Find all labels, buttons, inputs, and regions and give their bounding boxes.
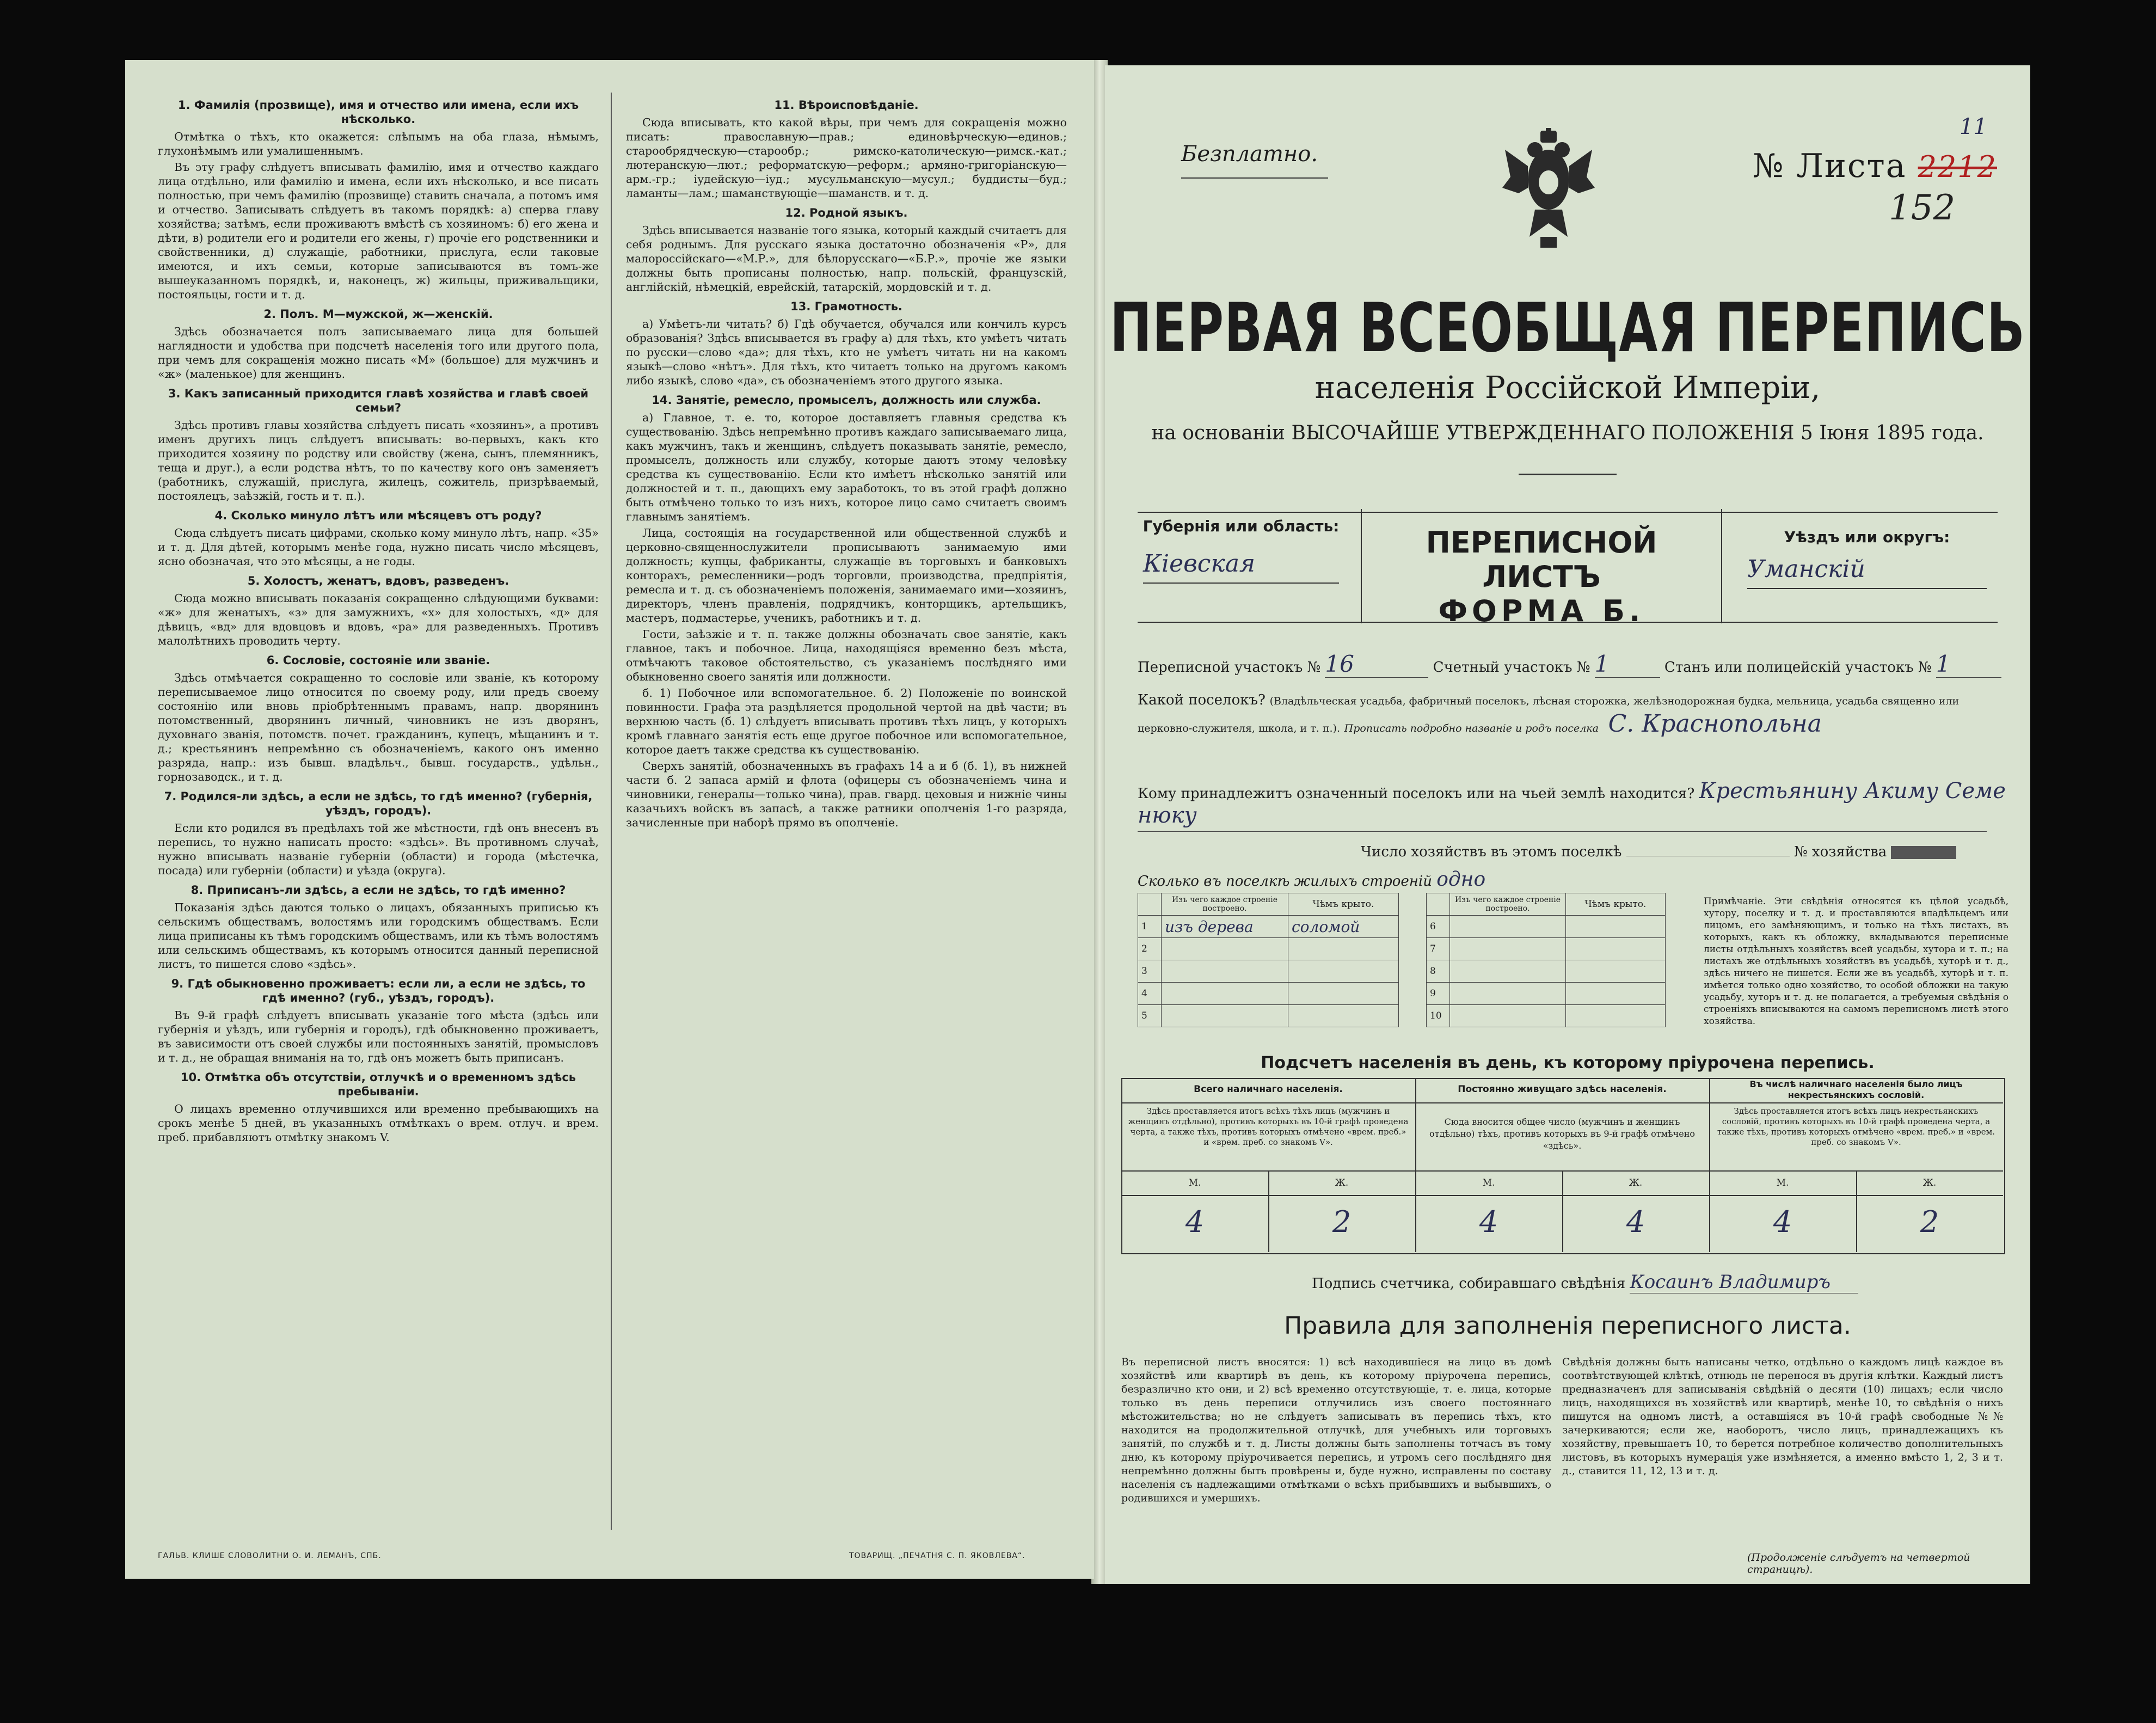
section-heading: 11. Вѣроисповѣданіе. [774,99,919,112]
enumerator-signature-line [1312,1271,1998,1293]
households-label: Число хозяйствъ въ этомъ поселкѣ [1361,844,1622,860]
section-text: Сверхъ занятій, обозначенныхъ въ графахъ 14 а и б (б. 1), въ нижней части б. 2 запаса армій и флота (офицеры съ обозначеніемъ чина и чиновники, генералы—только чина), прав. гвард. цеховыя и нижніе чины казачьихъ войскъ въ запасѣ, а также ратники ополченія 1-го разряда, зачисленные при наборѣ прямо въ ополченіе. [626,759,1067,829]
count-value: 2 [1920,1205,1939,1239]
table-row: 8 [1427,960,1666,983]
form-subtitle: ФОРМА Б. [1438,594,1645,628]
section-text: Здѣсь вписывается названіе того языка, который каждый считаетъ для себя роднымъ. Для русскаго языка достаточно обозначенія «Р», для малороссійскаго—«М.Р.», для бѣлорусскаго—«Б.Р.», прочіе же языки должны быть прописаны полностью, напр. польскій, французскій, англійскій, нѣмецкій, еврейскій, татарскій, мордовскій и т. д. [626,224,1067,293]
buildings-value: одно [1436,868,1486,891]
form-title: ПЕРЕПИСНОЙ ЛИСТЪ [1426,525,1657,594]
count-col-m-3: М. [1776,1178,1789,1188]
count-value: 4 [1626,1205,1645,1239]
section-heading: 2. Полъ. М—мужской, ж—женскій. [263,308,493,321]
section-heading: 14. Занятіе, ремесло, промыселъ, должность или служба. [652,394,1041,407]
section-text: Сюда слѣдуетъ писать цифрами, сколько кому минуло лѣтъ, напр. «35» и т. д. Для дѣтей, которымъ менѣе года, нужно писать число мѣсяцевъ, ясно обозначая, что это мѣсяцы, а не годы. [158,526,599,568]
count-value: 4 [1773,1205,1792,1239]
right-page [1105,65,2030,1584]
uezd-label: Уѣздъ или округъ: [1784,528,1950,546]
count-value: 4 [1479,1205,1498,1239]
section-text: Отмѣтка о тѣхъ, кто окажется: слѣпымъ на оба глаза, нѣмымъ, глухонѣмымъ или умалишеннымъ. [158,130,599,157]
stan-value: 1 [1936,651,2001,678]
section-text: а) Умѣетъ-ли читать? б) Гдѣ обучается, обучался или кончилъ курсъ образованія? Здѣсь вписывается въ графу а) для тѣхъ, кто умѣетъ читать по русски—слово «да»; для тѣхъ, кто не умѣетъ читать ни на какомъ языкѣ—слово «нѣтъ». Для тѣхъ, кто читаетъ только на другомъ какомъ либо языкѣ, слово «да», съ обозначеніемъ этого другого языка. [626,317,1067,387]
table-row: 3 [1138,960,1399,983]
section-text: б. 1) Побочное или вспомогательное. б. 2) Положеніе по воинской повинности. Графа эта раздѣляется продольной чертой на двѣ части; въ верхнюю часть (б. 1) слѣдуетъ вписывать противъ тѣхъ лицъ, у которыхъ кромѣ главнаго занятія есть еще другое побочное или вспомогательное, которое даетъ также средства къ существованію. [626,686,1067,756]
count-desc-total: Здѣсь проставляется итогъ всѣхъ тѣхъ лицъ (мужчинъ и женщинъ отдѣльно), противъ которыхъ въ 10-й графѣ проведена черта, а также тѣхъ, противъ которыхъ отмѣчено «врем. преб.» и «врем. преб. со знакомъ V». [1128,1106,1409,1147]
count-value: 4 [1185,1205,1205,1239]
count-head-permanent: Постоянно живущаго здѣсь населенія. [1458,1084,1667,1095]
continued-note: (Продолженіе слѣдуетъ на четвертой страницѣ). [1747,1552,1970,1575]
buildings-note: Примѣчаніе. Эти свѣдѣнія относятся къ цѣлой усадьбѣ, хутору, поселку и т. д. и проставляются владѣльцемъ или лицомъ, его замѣняющимъ, и только на тѣхъ листахъ, въ которыхъ, какъ къ обложку, вкладываются переписные листы отдѣльныхъ хозяйствъ всей усадьбы, хутора и т. п.; на листахъ же отдѣльныхъ хозяйствъ въ усадьбѣ, хуторѣ и т. д., здѣсь ничего не пишется. Если же въ усадьбѣ, хуторѣ и т. п. имѣется только одно хозяйство, то особой обложки на такую усадьбу, хуторъ и т. д. не полагается, а требуемыя свѣдѣнія о строеніяхъ вписываются на самомъ переписномъ листѣ этого хозяйства. [1704,896,2008,1027]
household-no-label: № хозяйства [1794,844,1887,860]
sign-label: Подпись счетчика, собиравшаго свѣдѣнія [1312,1276,1626,1292]
section-heading: 10. Отмѣтка объ отсутствіи, отлучкѣ и о временномъ здѣсь пребываніи. [180,1071,576,1098]
count-desc-permanent: Сюда вносится общее число (мужчинъ и женщинъ отдѣльно) тѣхъ, противъ которыхъ въ 9-й графѣ отмѣчено «здѣсь». [1429,1117,1696,1151]
uezd-value: Уманскій [1747,555,1987,589]
count-desc-nonpeasant: Здѣсь проставляется итогъ всѣхъ лицъ некрестьянскихъ сословій, противъ которыхъ въ 10-й графѣ проведена черта, а также тѣхъ, противъ которыхъ отмѣчено «врем. преб.» и «врем. преб. со знакомъ V». [1717,1106,1995,1147]
census-title: ПЕРВАЯ ВСЕОБЩАЯ ПЕРЕПИСЬ [1109,289,2026,367]
count-col-m-2: М. [1482,1178,1495,1188]
free-label: Безплатно. [1181,142,1328,179]
form-title-box [1361,509,1722,628]
census-basis: на основаніи ВЫСОЧАЙШЕ УТВЕРЖДЕННАГО ПОЛОЖЕНІЯ 5 Іюня 1895 года. [1151,422,1984,444]
count-col-zh-1: Ж. [1335,1178,1349,1188]
table-row: 5 [1138,1005,1399,1027]
section-heading: 8. Приписанъ-ли здѣсь, а если не здѣсь, то гдѣ именно? [191,884,566,897]
census-subtitle: населенія Россійской Имперіи, [1315,370,1821,406]
uchastok-line [1138,651,2008,678]
count-value: 2 [1332,1205,1352,1239]
section-heading: 5. Холостъ, женатъ, вдовъ, разведенъ. [247,574,509,587]
enumerator-signature: Косаинъ Владимиръ [1630,1271,1858,1293]
gubernia-label: Губернія или область: [1143,517,1340,535]
rules-text-right: Свѣдѣнія должны быть написаны четко, отдѣльно о каждомъ лицѣ каждое въ соотвѣтствующей клѣткѣ, отнюдь не перенося въ другія клѣтки. Каждый листъ предназначенъ для записыванія свѣдѣній о десяти (10) лицахъ; если число лицъ, находящихся въ хозяйствѣ или квартирѣ, менѣе 10, то свѣдѣнія о нихъ пишутся на одномъ листѣ, а оставшіяся въ 10-й графѣ свободные №№ зачеркиваются; если же, наоборотъ, число лицъ, принадлежащихъ къ хозяйству, превышаетъ 10, то берется потребное количество дополнительныхъ листовъ, въ которыхъ нумерація уже измѣняется, а именно вмѣсто 1, 2, 3 и т. д., ставится 11, 12, 13 и т. д. [1562,1356,2003,1477]
section-text: Въ эту графу слѣдуетъ вписывать фамилію, имя и отчество каждаго лица отдѣльно, или фамилію и имена, если ихъ нѣсколько, и все писать полностью, при чемъ фамилію (прозвище) ставить сначала, а потомъ имя и отчество. Записывать слѣдуетъ въ такомъ порядкѣ: а) сперва главу хозяйства; затѣмъ, если проживаютъ вмѣстѣ съ хозяиномъ: б) его жена и дѣти, в) родители его и родители его жены, г) прочіе его родственники и свойственники, д) служащіе, работники, прислуга, если таковые имеются, и ихъ семьи, которые записываются въ томъ-же вышеуказанномъ порядкѣ, и, наконецъ, ж) жильцы, приживальщики, постояльцы, гости и т. д. [158,161,599,301]
table-row: 4 [1138,983,1399,1005]
section-heading: 6. Сословіе, состояніе или званіе. [266,654,490,667]
poselok-hint-2: Прописать подробно названіе и родъ поселка [1344,722,1599,734]
count-head-nonpeasant: Въ числѣ наличнаго населенія было лицъ некрестьянскихъ сословій. [1749,1079,1963,1100]
section-text: Здѣсь обозначается полъ записываемаго лица для большей наглядности и удобства при подсчетѣ населенія того или другого пола, при чемъ для сокращенія можно писать «М» (большое) для мужчинъ и «ж» (маленькое) для женщинъ. [158,325,599,381]
count-col-zh-2: Ж. [1629,1178,1643,1188]
section-text: Въ 9-й графѣ слѣдуетъ вписывать указаніе того мѣста (здѣсь или губернія и уѣздъ, или губернія и городъ), гдѣ обыкновенно проживаетъ, въ зависимости отъ своей службы или постоянныхъ занятій, промысловъ и т. д., не обращая вниманія на то, гдѣ онъ можетъ быть приписанъ. [158,1009,599,1064]
uchastok-label: Переписной участокъ № [1138,659,1321,676]
printer-credit-right: ТОВАРИЩ. „ПЕЧАТНЯ С. П. ЯКОВЛЕВА“. [849,1552,1025,1560]
table-row: 9 [1427,983,1666,1005]
owner-value-2: нюку [1138,803,1987,832]
stan-label: Станъ или полицейскій участокъ № [1664,659,1932,676]
left-page [125,60,1094,1579]
poselok-hint: (Владѣльческая усадьба, фабричный поселокъ, лѣсная сторожка, желѣзнодорожная будка, мельница, усадьба священно или церковно-служителя, школа, и т. п.). [1138,695,1960,734]
column-divider [611,93,612,1530]
section-heading: 13. Грамотность. [790,300,902,313]
section-text: Лица, состоящія на государственной или общественной службѣ и церковно-священнослужители прописываютъ занимаемую ими должность; купцы, фабриканты, служащіе въ торговыхъ и банковыхъ конторахъ, ремесленники—родъ торговли, производства, предпріятія, ремесла и т. д. съ обозначеніемъ положенія, занимаемаго ими—хозяинъ, директоръ, членъ правленія, подрядчикъ, конторщикъ, артельщикъ, мастеръ, подмастерье, ученикъ, работникъ и т. д. [626,526,1067,624]
section-heading: 7. Родился-ли здѣсь, а если не здѣсь, то гдѣ именно? (губернія, уѣздъ, городъ). [164,790,593,817]
imperial-eagle-emblem [1502,128,1595,253]
count-col-zh-3: Ж. [1922,1178,1937,1188]
section-heading: 3. Какъ записанный приходится главѣ хозяйства и главѣ своей семьи? [168,387,589,414]
sheet-number-hand: 152 [1889,188,1956,228]
section-text: Гости, заѣзжіе и т. п. также должны обозначать свое занятіе, какъ главное, такъ и побочное. Лица, находящіяся временно безъ мѣста, отмѣчаютъ таковое обстоятельство, съ указаніемъ послѣдняго ими обыкновенно своего занятія или должности. [626,628,1067,683]
rules-title: Правила для заполненія переписного листа. [1284,1312,1851,1340]
count-head-total: Всего наличнаго населенія. [1194,1084,1343,1095]
buildings-label: Сколько въ поселкѣ жилыхъ строеній [1138,873,1432,890]
printer-credit-left: ГАЛЬВ. КЛИШЕ СЛОВОЛИТНИ О. И. ЛЕМАНЪ, СПБ. [158,1552,382,1560]
table-row: 7 [1427,938,1666,960]
count-title: Подсчетъ населенія въ день, къ которому пріурочена перепись. [1261,1053,1875,1072]
poselok-block [1138,689,2008,740]
uchastok-value: 16 [1325,651,1428,678]
buildings-line [1138,868,1791,891]
section-heading: 9. Гдѣ обыкновенно проживаетъ: если ли, а если не здѣсь, то гдѣ именно? (губ., уѣздъ, городъ). [171,977,586,1004]
title-rule [1519,474,1617,475]
owner-label: Кому принадлежитъ означенный поселокъ или на чьей землѣ находится? [1138,786,1695,802]
instructions-column-right [626,93,1067,832]
households-line [1361,844,2014,860]
instructions-column-left [158,93,599,1146]
section-text: а) Главное, т. е. то, которое доставляетъ главныя средства къ существованію. Здѣсь непремѣнно противъ каждаго записываемаго лица, какъ мужчинъ, такъ и женщинъ, слѣдуетъ показывать занятіе, ремесло, промыселъ, должность или службу, которые даютъ этому человѣку средства къ существованію. Если кто имѣетъ нѣсколько занятій или должностей и т. п., дающихъ ему заработокъ, то въ этой графѣ должно быть отмѣчено только то изъ нихъ, которое лицо само считаетъ своимъ главнымъ занятіемъ. [626,411,1067,523]
poselok-label: Какой поселокъ? [1138,692,1266,708]
section-text: Если кто родился въ предѣлахъ той же мѣстности, гдѣ онъ внесенъ въ перепись, то нужно написать просто: «здѣсь». Въ противномъ случаѣ, нужно вписывать названіе губерніи (области) и города (мѣстечка, посада) или губерніи (области) и уѣзда (округа). [158,821,599,877]
section-heading: 4. Сколько минуло лѣтъ или мѣсяцевъ отъ роду? [214,509,542,522]
sheet-number-struck: 2212 [1918,150,1997,184]
section-text: Здѣсь отмѣчается сокращенно то сословіе или званіе, къ которому переписываемое лицо относится по своему роду, или предъ своему состоянію или вновь пріобрѣтеннымъ правамъ, напр. дворянинъ потомственный, дворянинъ личный, чиновникъ не изъ дворянъ, духовнаго званія, потомств. почет. гражданинъ, купецъ, мѣщанинъ и т. д.; крестьянинъ непремѣнно съ обозначеніемъ, какого онъ именно разряда, напр.: изъ бывш. владѣльч., бывш. государств., удѣльн., горнозаводск., и т. д. [158,671,599,783]
table-row: 1 изъ дерева соломой [1138,916,1399,938]
poselok-value: С. Краснопольна [1608,710,1822,738]
buildings-table-left [1138,893,1399,1027]
bt-head-built: Изъ чего каждое строеніе построено. [1162,893,1288,916]
rules-text-left: Въ переписной листъ вносятся: 1) всѣ находившіеся на лицо въ домѣ хозяйствѣ или квартирѣ въ день, къ которому пріурочена перепись, безразлично кто они, и 2) всѣ временно отсутствующіе, т. е. лица, которые только въ день переписи отлучились изъ своего постояннаго мѣстожительства; но не слѣдуетъ записывать въ перепись тѣхъ, кто находится на продолжительной отлучкѣ, для учебныхъ или торговыхъ занятій, по службѣ и т. д. Листы должны быть заполнены тотчасъ въ тому дню, къ которому пріурочивается перепись, и утромъ сего послѣдняго дня непремѣнно должны быть провѣрены и, буде нужно, исправлены по составу населенія съ надлежащими отмѣтками о всѣхъ прибывшихъ и выбывшихъ, о родившихся и умершихъ. [1121,1356,1551,1504]
buildings-table-right: Изъ чего каждое строеніе построено. Чѣмъ крыто. 6 7 8 9 10 [1426,893,1666,1027]
section-heading: 1. Фамилія (прозвище), имя и отчество или имена, если ихъ нѣсколько. [177,99,579,126]
schetny-value: 1 [1595,651,1660,678]
section-text: О лицахъ временно отлучившихся или временно пребывающихъ на срокъ менѣе 5 дней, въ указанныхъ отмѣткахъ о врем. отлуч. и врем. преб. прибавляютъ отмѣтку знакомъ V. [158,1102,599,1144]
household-no-redacted [1891,846,1956,859]
section-text: Сюда вписывать, кто какой вѣры, при чемъ для сокращенія можно писать: православную—прав.; единовѣрческую—единов.; старообрядческую—старообр.; римско-католическую—римск.-кат.; лютеранскую—лют.; реформатскую—реформ.; армяно-григоріанскую—арм.-гр.; іудейскую—іуд.; мусульманскую—мусул.; буддисты—буд.; ламанты—лам.; шаманствующіе—шаманств. и т. д. [626,116,1067,200]
gubernia-value: Кіевская [1143,550,1339,584]
section-text: Показанія здѣсь даются только о лицахъ, обязанныхъ приписью къ сельскимъ обществамъ, волостямъ или городскимъ обществамъ. Если лица приписаны къ тѣмъ городскимъ обществамъ, или къ тѣмъ волостямъ или сельскимъ обществамъ, къ которымъ относится данный переписной листъ, то пишется слово «здѣсь». [158,901,599,971]
owner-value: Крестьянину Акиму Семе [1699,778,2006,804]
sheet-number-label: № Листа 2212 [1753,147,1997,185]
sheet-number-hand-top: 11 [1960,114,1987,139]
count-col-m-1: М. [1188,1178,1201,1188]
table-row: 2 [1138,938,1399,960]
table-row: 6 [1427,916,1666,938]
table-row: 10 [1427,1005,1666,1027]
section-text: Сюда можно вписывать показанія сокращенно слѣдующими буквами: «ж» для женатыхъ, «з» для замужнихъ, «х» для холостыхъ, «д» для дѣвицъ, «вд» для вдовцовъ и вдовъ, «ра» для разведенныхъ. Противъ малолѣтнихъ проводить черту. [158,592,599,647]
bt-head-roof: Чѣмъ крыто. [1288,893,1399,916]
section-heading: 12. Родной языкъ. [785,206,908,219]
owner-line [1138,778,2008,804]
schetny-label: Счетный участокъ № [1433,659,1590,676]
section-text: Здѣсь противъ главы хозяйства слѣдуетъ писать «хозяинъ», а противъ именъ другихъ лицъ слѣдуетъ вписывать: во-первыхъ, какъ кто приходится хозяину по родству или свойству (жена, сынъ, племянникъ, теща и друг.), а если родства нѣтъ, то по качеству кого онъ заменяетъ (работникъ, служащій, прислуга, жилецъ, сожитель, призрѣваемый, постоялецъ, заѣзжій, гость и т. п.). [158,419,599,502]
